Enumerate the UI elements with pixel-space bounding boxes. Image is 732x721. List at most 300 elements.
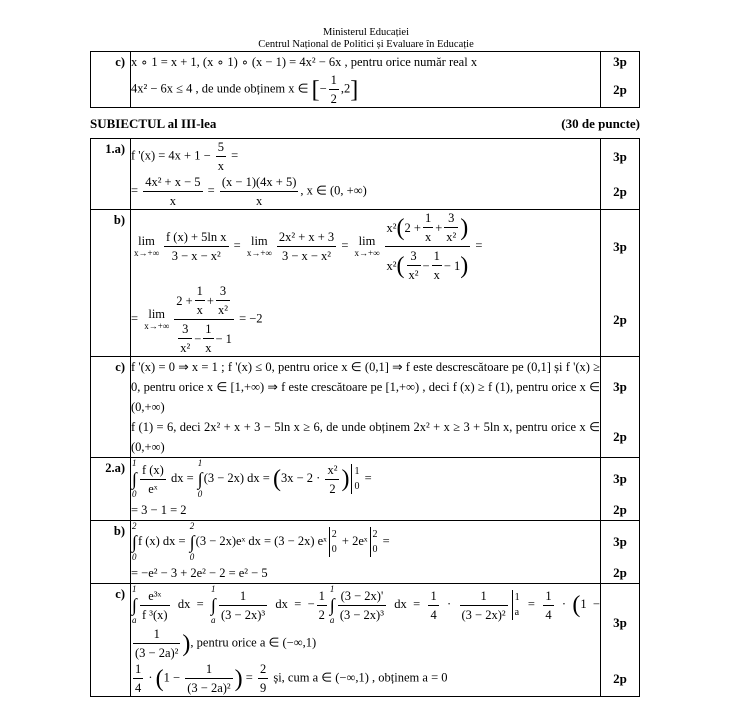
fraction [164, 229, 229, 264]
fraction [219, 588, 267, 623]
close-bracket: ] [350, 76, 359, 103]
fraction [428, 588, 438, 623]
denominator [174, 320, 234, 356]
math-text: − 1 [443, 258, 461, 273]
line-math [131, 210, 601, 283]
integral [132, 521, 137, 563]
solution-line [131, 458, 639, 500]
math-text: = [228, 148, 239, 163]
denominator [220, 192, 299, 209]
math-text: 3 − x − x² [171, 249, 221, 263]
solution-row [91, 521, 640, 584]
line-points: 2p [601, 72, 640, 107]
denominator [133, 679, 143, 696]
solution-line [131, 500, 639, 520]
math-text: x² [446, 230, 457, 244]
line-points: 2p [601, 174, 640, 209]
solution-line [131, 417, 639, 457]
fraction [317, 588, 327, 623]
line-points: 2p [601, 283, 640, 356]
solution-line [131, 283, 639, 356]
integral [198, 458, 203, 500]
item-label: c) [91, 584, 131, 697]
math-text: 5 [217, 140, 225, 154]
math-text: = [338, 238, 352, 253]
math-text: 1 − [163, 670, 184, 685]
math-text: 1 [424, 211, 432, 225]
numerator [178, 321, 192, 339]
math-text: , pentru orice a ∈ (−∞,1) [190, 635, 317, 650]
math-text: dx = − [269, 596, 315, 611]
solution-row [91, 458, 640, 521]
math-text: = [230, 238, 244, 253]
open-bracket: [ [311, 76, 320, 103]
math-text: 4x² − 6x ≤ 4 , de unde obținem x ∈ [131, 81, 312, 96]
numerator [216, 283, 230, 301]
line-math [131, 357, 601, 417]
math-text: x² [408, 268, 419, 282]
item-label: b) [91, 210, 131, 357]
math-text: 1 [135, 662, 142, 676]
numerator [329, 72, 339, 90]
line-points: 2p [601, 563, 640, 583]
integral-sign: ∫ [132, 532, 137, 552]
math-text: f (x) + 5ln x [166, 230, 227, 244]
math-text: 2 [259, 662, 267, 676]
upper-bound: 2 [132, 521, 137, 531]
upper-bound: 2 [189, 521, 195, 531]
math-text: x² [217, 303, 228, 317]
math-text: 3 [182, 322, 189, 336]
math-text: 2 [330, 92, 337, 106]
math-text: x² [180, 341, 191, 355]
math-text: x [424, 230, 432, 244]
line-math [131, 458, 601, 500]
solution-lines [131, 458, 639, 520]
integral [211, 584, 216, 626]
fraction [423, 210, 433, 245]
solution-lines [131, 210, 639, 356]
denominator [195, 301, 205, 318]
numerator [428, 588, 438, 606]
math-text: = [521, 596, 542, 611]
close-bracket: ) [234, 665, 243, 692]
denominator [216, 301, 230, 318]
math-text: 4 [545, 607, 552, 622]
numerator [432, 248, 442, 266]
section-heading [90, 116, 640, 132]
lower-bound: 0 [197, 489, 203, 499]
fraction [444, 210, 458, 245]
upper-bound: 1 [132, 584, 137, 594]
math-text: ,2 [340, 81, 351, 96]
denominator [444, 228, 458, 245]
line-math [131, 52, 601, 72]
math-text: 1 [545, 588, 552, 603]
fraction [133, 626, 180, 661]
solution-line [131, 584, 639, 661]
center-name: Centrul Național de Politici și Evaluare în Educație [258, 39, 474, 50]
numerator [174, 283, 234, 320]
denominator [140, 480, 166, 497]
math-text: f (x) [141, 462, 164, 477]
lim-word: lim [138, 234, 155, 248]
solution-line [131, 521, 639, 563]
lower-bound: 0 [132, 489, 137, 499]
fraction [133, 661, 143, 696]
solution-lines [131, 139, 639, 209]
numerator [133, 661, 143, 679]
math-text: x [433, 268, 440, 282]
solution-content [131, 210, 640, 357]
solution-line [131, 72, 639, 107]
line-math [131, 584, 601, 661]
fraction [329, 72, 339, 107]
numerator [143, 174, 202, 192]
numerator [140, 588, 170, 606]
limit [134, 234, 159, 259]
item-label: 2.a) [91, 458, 131, 521]
math-text: 1 − [580, 596, 600, 611]
lower-bound: a [132, 615, 137, 625]
solution-line [131, 563, 639, 583]
numerator [140, 462, 166, 480]
open-bracket: ( [273, 466, 281, 492]
denominator [407, 266, 421, 283]
solution-lines [131, 521, 639, 583]
math-text: 2 + [176, 293, 193, 308]
math-text: 3 [219, 284, 227, 298]
limit [355, 234, 380, 259]
math-text: − [422, 258, 430, 273]
solution-line [131, 661, 639, 696]
fraction [178, 321, 192, 356]
math-text: x² [327, 462, 338, 477]
math-text: 3 [410, 249, 417, 263]
denominator [432, 266, 442, 283]
upper-bound: 1 [132, 458, 137, 468]
math-text: (x − 1)(4x + 5) [221, 175, 297, 189]
solution-line [131, 357, 639, 417]
math-text: − 1 [215, 331, 232, 346]
math-text: 1 [239, 588, 247, 603]
upper-bound: 2 [331, 529, 337, 540]
denominator [317, 606, 327, 623]
line-math [131, 661, 601, 696]
line-points: 3p [601, 357, 640, 417]
math-text: (3 − 2x)² [461, 607, 506, 622]
solution-content [131, 521, 640, 584]
math-text: = −e² − 3 + 2e² − 2 = e² − 5 [131, 566, 268, 580]
evaluation-bar [329, 527, 337, 557]
math-text: (3 − 2x)eˣ dx = (3 − 2x) eˣ [195, 533, 327, 548]
integral [190, 521, 195, 563]
math-text: f (x) dx = [137, 533, 189, 548]
solution-line [131, 210, 639, 283]
fraction [385, 210, 471, 283]
math-text: = [131, 183, 142, 198]
numerator [460, 588, 508, 606]
fraction [140, 462, 166, 497]
fraction [140, 588, 170, 623]
math-text: = [361, 470, 372, 485]
integral-sign: ∫ [132, 595, 137, 615]
fraction [432, 248, 442, 283]
close-bracket: ) [341, 466, 350, 492]
math-text: 1 [153, 627, 160, 641]
math-text: 4x² + x − 5 [145, 175, 201, 189]
math-text: = [204, 183, 218, 198]
fraction [143, 174, 202, 209]
line-points: 3p [601, 584, 640, 661]
math-text: (3 − 2a)² [135, 646, 179, 660]
math-text: 3 [448, 211, 455, 225]
integral-sign: ∫ [189, 532, 195, 552]
math-text: 1 [330, 73, 337, 87]
math-text: − [319, 81, 327, 96]
denominator [277, 247, 336, 264]
fraction [203, 321, 213, 356]
line-points: 3p [601, 52, 640, 72]
fraction [185, 661, 232, 696]
math-text: · [440, 596, 458, 611]
upper-bound: 1 [197, 458, 203, 468]
math-text: x [205, 341, 212, 355]
numerator [543, 588, 553, 606]
line-math [131, 563, 601, 583]
limit [144, 307, 169, 332]
integral [132, 458, 137, 500]
solution-content [131, 357, 640, 458]
fraction [174, 283, 234, 356]
solution-lines [131, 357, 639, 457]
solution-row [91, 584, 640, 697]
numerator [444, 210, 458, 228]
denominator [423, 228, 433, 245]
close-bracket: ) [182, 630, 191, 657]
fraction [277, 229, 336, 264]
solution-lines [131, 52, 639, 107]
math-text: f '(x) = 0 ⇒ x = 1 ; f '(x) ≤ 0, pentru orice x ∈ (0,1] ⇒ f este descrescătoare pe (0,1] și f '(x) ≥ 0, pentru orice x ∈ [1,+∞) ⇒ f este crescătoare pe [1,+∞) , deci f (x) ≥ f (1), pentru orice x ∈ (0,+∞) [131, 360, 600, 414]
math-text: (3 − 2x)³ [220, 607, 266, 622]
math-text: (3 − 2a)² [187, 681, 231, 695]
open-bracket: ( [396, 214, 405, 241]
math-text: 9 [259, 681, 267, 695]
math-text: (3 − 2x) dx = [203, 470, 273, 485]
math-text: (3 − 2x)³ [339, 607, 384, 622]
numerator [195, 283, 205, 301]
math-text: f ³(x) [141, 607, 168, 622]
item-label: 1.a) [91, 139, 131, 210]
close-bracket: ) [460, 214, 469, 241]
fraction [338, 588, 386, 623]
fraction [543, 588, 553, 623]
lower-bound: a [514, 607, 520, 618]
line-math [131, 417, 601, 457]
numerator [277, 229, 336, 247]
upper-bound: 1 [514, 592, 520, 603]
denominator [338, 606, 386, 623]
lower-bound: a [211, 615, 216, 625]
evaluation-bar [370, 527, 378, 557]
math-text: f (1) = 6, deci 2x² + x + 3 − 5ln x ≥ 6, de unde obținem 2x² + x ≥ 3 + 5ln x, pentru orice x ∈ (0,+∞) [131, 420, 600, 454]
fraction [460, 588, 508, 623]
solution-table-main [90, 138, 640, 697]
math-text: 3x − 2 · [281, 470, 324, 485]
numerator [407, 248, 421, 266]
item-label: c) [91, 357, 131, 458]
denominator [143, 192, 202, 209]
denominator [203, 339, 213, 356]
math-text: și, cum a ∈ (−∞,1) , obținem a = 0 [270, 670, 448, 685]
line-points: 3p [601, 521, 640, 563]
math-text: 1 [318, 588, 325, 603]
numerator [185, 661, 232, 679]
numerator [216, 139, 226, 157]
math-text: · [145, 670, 156, 685]
lim-word: lim [358, 234, 376, 248]
math-text: 4 [430, 607, 437, 622]
denominator [140, 606, 170, 623]
item-label: c) [91, 52, 131, 108]
denominator [329, 90, 339, 107]
line-points: 3p [601, 458, 640, 500]
numerator [164, 229, 229, 247]
numerator [203, 321, 213, 339]
math-text: x [196, 303, 203, 317]
limit [247, 234, 272, 259]
math-text: + 2eˣ [338, 533, 368, 548]
evaluation-bar [512, 590, 520, 620]
numerator [325, 462, 339, 480]
denominator [216, 157, 226, 174]
lower-bound: 0 [372, 544, 378, 555]
solution-content [131, 52, 640, 108]
math-text: = [242, 670, 256, 685]
solution-line [131, 139, 639, 174]
math-text: x² [386, 220, 397, 235]
denominator [460, 606, 508, 623]
integral-sign: ∫ [132, 469, 137, 489]
solution-line [131, 174, 639, 209]
denominator [385, 247, 471, 283]
numerator [220, 174, 299, 192]
line-math [131, 139, 601, 174]
lim-word: lim [250, 234, 268, 248]
lower-bound: 0 [189, 552, 195, 562]
math-text: 2 + [404, 220, 421, 235]
line-points: 2p [601, 417, 640, 457]
line-points: 2p [601, 661, 640, 696]
math-text: x ∘ 1 = x + 1, (x ∘ 1) ∘ (x − 1) = 4x² − 6x , pentru orice număr real x [131, 55, 478, 69]
math-text: = −2 [235, 311, 263, 326]
lower-bound: a [329, 615, 335, 625]
denominator [428, 606, 438, 623]
solution-table-top [90, 51, 640, 108]
document-header [0, 27, 732, 51]
math-text: 1 [196, 284, 203, 298]
math-text: dx = [171, 596, 211, 611]
fraction [220, 174, 299, 209]
math-text: e³ˣ [148, 588, 162, 603]
section-title: SUBIECTUL al III-lea [90, 116, 217, 131]
close-bracket: ) [460, 252, 469, 279]
math-text: x² [386, 258, 397, 273]
math-text: 4 [135, 681, 142, 695]
math-text: 2 [329, 481, 336, 496]
math-text: (3 − 2x)' [340, 588, 384, 603]
solution-row [91, 210, 640, 357]
denominator [164, 247, 229, 264]
lim-subscript: x→+∞ [144, 321, 170, 331]
math-text: 2 [318, 607, 325, 622]
math-text: f '(x) = 4x + 1 − [131, 148, 214, 163]
denominator [325, 480, 339, 497]
integral-sign: ∫ [197, 469, 203, 489]
integral-sign: ∫ [211, 595, 216, 615]
line-math [131, 521, 601, 563]
math-text: eˣ [148, 481, 158, 496]
solution-content [131, 458, 640, 521]
math-text: 3 − x − x² [281, 249, 332, 263]
math-text: = [131, 311, 142, 326]
numerator [133, 626, 180, 644]
numerator [423, 210, 433, 228]
math-text: + [435, 220, 443, 235]
solution-content [131, 584, 640, 697]
math-text: 1 [205, 662, 213, 676]
fraction [216, 283, 230, 318]
math-text: 1 [430, 588, 437, 603]
lower-bound: 0 [354, 481, 360, 492]
line-math [131, 283, 601, 356]
solution-content [131, 139, 640, 210]
math-text: = [472, 238, 483, 253]
line-math [131, 500, 601, 520]
ministry-name: Ministerul Educației [322, 27, 410, 38]
math-text: = 3 − 1 = 2 [131, 503, 187, 517]
solution-lines [131, 584, 639, 696]
upper-bound: 2 [372, 529, 378, 540]
math-text: x [169, 194, 176, 208]
numerator [258, 661, 268, 679]
fraction [258, 661, 268, 696]
fraction [195, 283, 205, 318]
fraction [325, 462, 339, 497]
math-text: · [555, 596, 573, 611]
open-bracket: ( [572, 592, 581, 618]
upper-bound: 1 [211, 584, 216, 594]
lim-subscript: x→+∞ [354, 248, 380, 258]
solution-line [131, 52, 639, 72]
math-text: 1 [480, 588, 487, 603]
math-text: 1 [433, 249, 440, 263]
upper-bound: 1 [329, 584, 335, 594]
math-text: dx = [387, 596, 427, 611]
lower-bound: 0 [132, 552, 137, 562]
line-points: 3p [601, 210, 640, 283]
line-points: 3p [601, 139, 640, 174]
integral [132, 584, 137, 626]
fraction [216, 139, 226, 174]
line-math [131, 174, 601, 209]
solution-row [91, 357, 640, 458]
numerator [385, 210, 471, 247]
math-text: 2x² + x + 3 [278, 230, 335, 244]
denominator [133, 644, 180, 661]
math-text: , x ∈ (0, +∞) [300, 183, 367, 198]
numerator [317, 588, 327, 606]
